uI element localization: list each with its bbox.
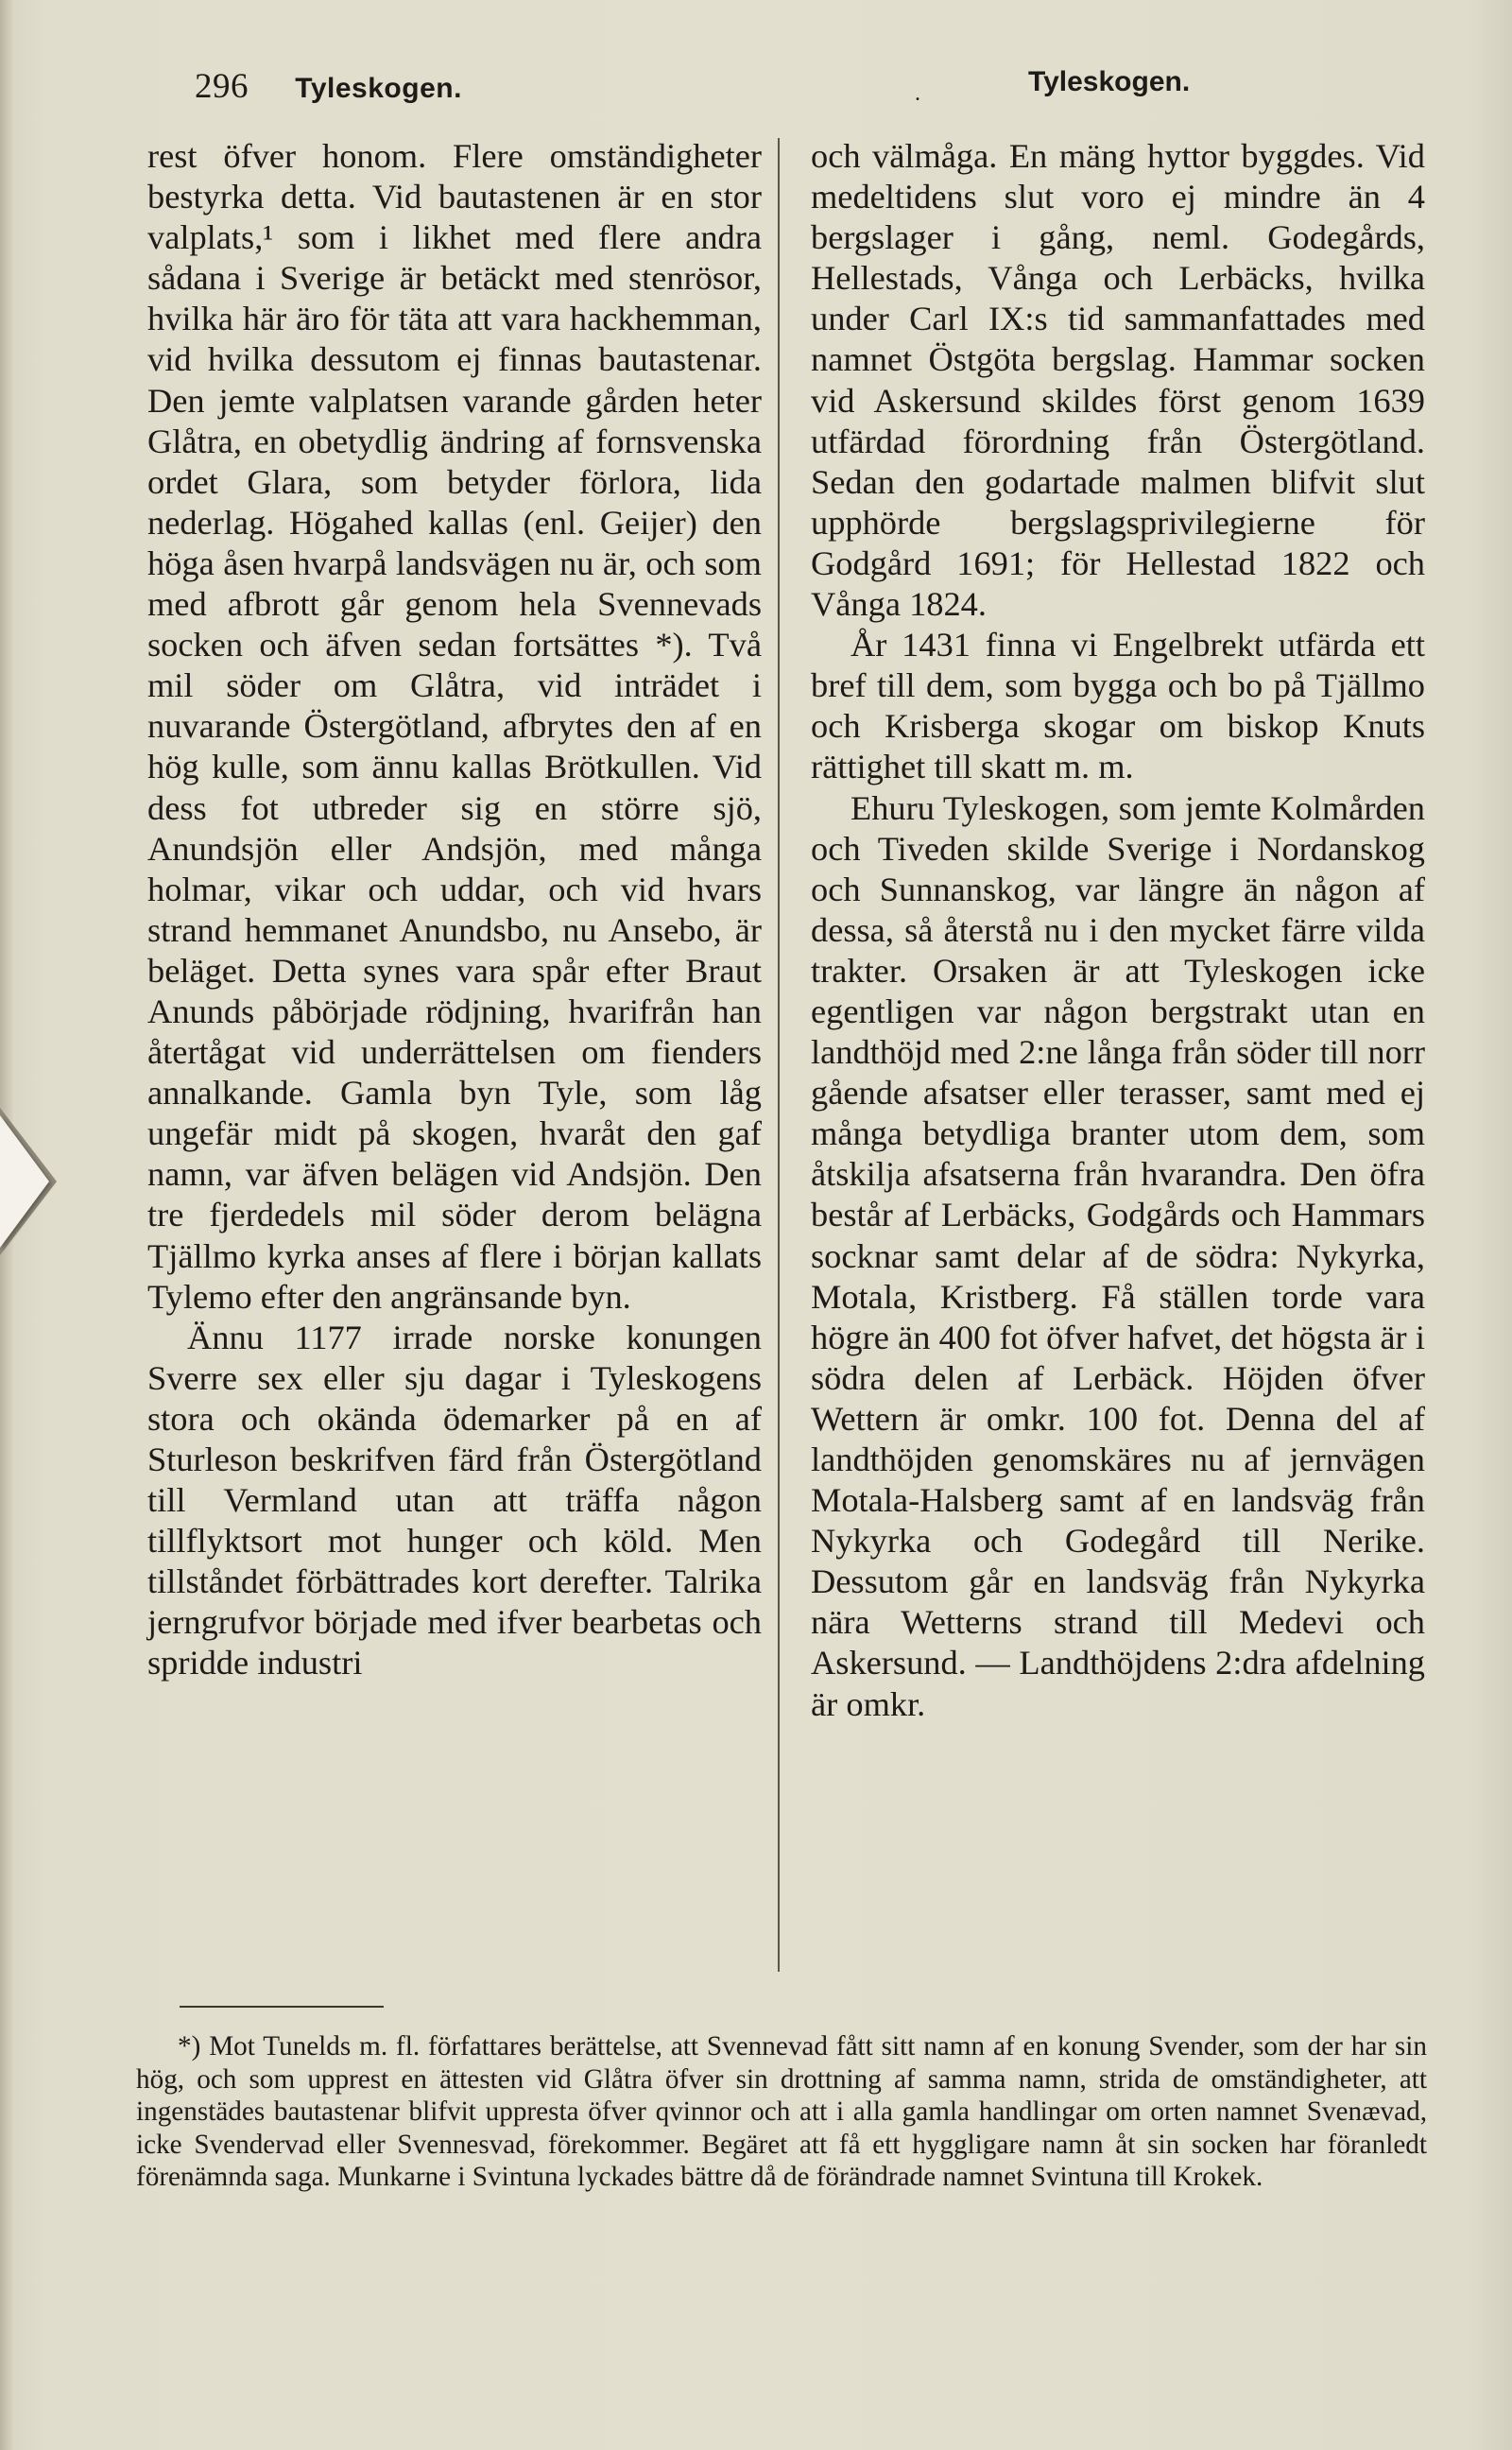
- running-title-left: Tyleskogen.: [295, 73, 462, 104]
- right-text-column: [811, 136, 1425, 1725]
- left-paragraph-2: Ännu 1177 irrade norske konungen Sverre sex eller sju dagar i Tyleskogens stora och okända ödemarker på en af Sturleson beskrifven färd från Östergötland till Vermland utan att träffa någon tillflyktsort mot hunger och köld. Men tillståndet förbättrades kort derefter. Talrika jerngrufvor började med ifver bearbetas och spridde industri: [147, 1318, 762, 1682]
- left-paragraph-1: rest öfver honom. Flere omständigheter bestyrka detta. Vid bautastenen är en stor valplats,¹ som i likhet med flere andra sådana i Sverige är betäckt med stenrösor, hvilka här äro för täta att vara hackhemman, vid hvilka dessutom ej finnas bautastenar. Den jemte valplatsen varande gården heter Glåtra, en obetydlig ändring af fornsvenska ordet Glara, som betyder förlora, lida nederlag. Högahed kallas (enl. Geijer) den höga åsen hvarpå landsvägen nu är, och som med afbrott går genom hela Svennevads socken och äfven sedan fortsättes *). Två mil söder om Glåtra, vid inträdet i nuvarande Östergötland, afbrytes den af en hög kulle, som ännu kallas Brötkullen. Vid dess fot utbreder sig en större sjö, Anundsjön eller Andsjön, med många holmar, vikar och uddar, och vid hvars strand hemmanet Anundsbo, nu Ansebo, är beläget. Detta synes vara spår efter Braut Anunds påbörjade rödjning, hvarifrån han återtågat vid underrättelsen om fienders annalkande. Gamla byn Tyle, som låg ungefär midt på skogen, hvaråt den gaf namn, var äfven belägen vid Andsjön. Den tre fjerdedels mil söder derom belägna Tjällmo kyrka anses af flere i början kallats Tylemo efter den angränsande byn.: [147, 137, 762, 1316]
- right-paragraph-2: År 1431 finna vi Engelbrekt utfärda ett bref till dem, som bygga och bo på Tjällmo och Krisberga skogar om biskop Knuts rättighet till skatt m. m.: [811, 626, 1425, 786]
- running-title-right: Tyleskogen.: [1028, 66, 1191, 97]
- page-number: 296: [195, 67, 249, 106]
- right-paragraph-1: och välmåga. En mäng hyttor byggdes. Vid medeltidens slut voro ej mindre än 4 bergslager i gång, neml. Godegårds, Hellestads, Vånga och Lerbäcks, hvilka under Carl IX:s tid sammanfattades med namnet Östgöta bergslag. Hammar socken vid Askersund skildes först genom 1639 utfärdad förordning från Östergötland. Sedan den godartade malmen blifvit slut upphörde bergslagsprivilegierne för Godgård 1691; för Hellestad 1822 och Vånga 1824.: [811, 137, 1425, 624]
- running-header-left: [195, 66, 462, 107]
- header-dot: .: [915, 81, 920, 106]
- footnote-rule: [180, 2006, 384, 2008]
- page-tab-marker: [0, 1115, 49, 1248]
- footnote: *) Mot Tunelds m. fl. författares berättelse, att Svennevad fått sitt namn af en konung Svender, som der har sin hög, och som upprest en ättesten vid Glåtra öfver sin drottning af samma namn, strida de omständigheter, att ingenstädes bautastenar blifvit uppresta öfver qvinnor och att i alla gamla handlingar om orten namnet Svenævad, icke Svendervad eller Svennesvad, förekommer. Begäret att få ett hyggligare namn åt sin socken har föranledt förenämnda saga. Munkarne i Svintuna lyckades bättre då de förändrade namnet Svintuna till Krokek.: [136, 2031, 1427, 2193]
- right-paragraph-3: Ehuru Tyleskogen, som jemte Kolmården och Tiveden skilde Sverige i Nordanskog och Sunnanskog, var längre än någon af dessa, så återstå nu i den mycket färre vilda trakter. Orsaken är att Tyleskogen icke egentligen var någon bergstrakt utan en landthöjd med 2:ne långa från söder till norr gående afsatser eller terasser, samt med ej många betydliga branter utom dem, som åtskilja afsatserna från hvarandra. Den öfra består af Lerbäcks, Godgårds och Hammars socknar samt delar af de södra: Nykyrka, Motala, Kristberg. Få ställen torde vara högre än 400 fot öfver hafvet, det högsta är i södra delen af Lerbäck. Höjden öfver Wettern är omkr. 100 fot. Denna del af landthöjden genomskäres nu af jernvägen Motala-Halsberg samt af en landsväg från Nykyrka och Godegård till Nerike. Dessutom går en landsväg från Nykyrka nära Wetterns strand till Medevi och Askersund. — Landthöjdens 2:dra afdelning är omkr.: [811, 788, 1425, 1723]
- left-text-column: [147, 136, 762, 1684]
- column-divider: [778, 138, 780, 1972]
